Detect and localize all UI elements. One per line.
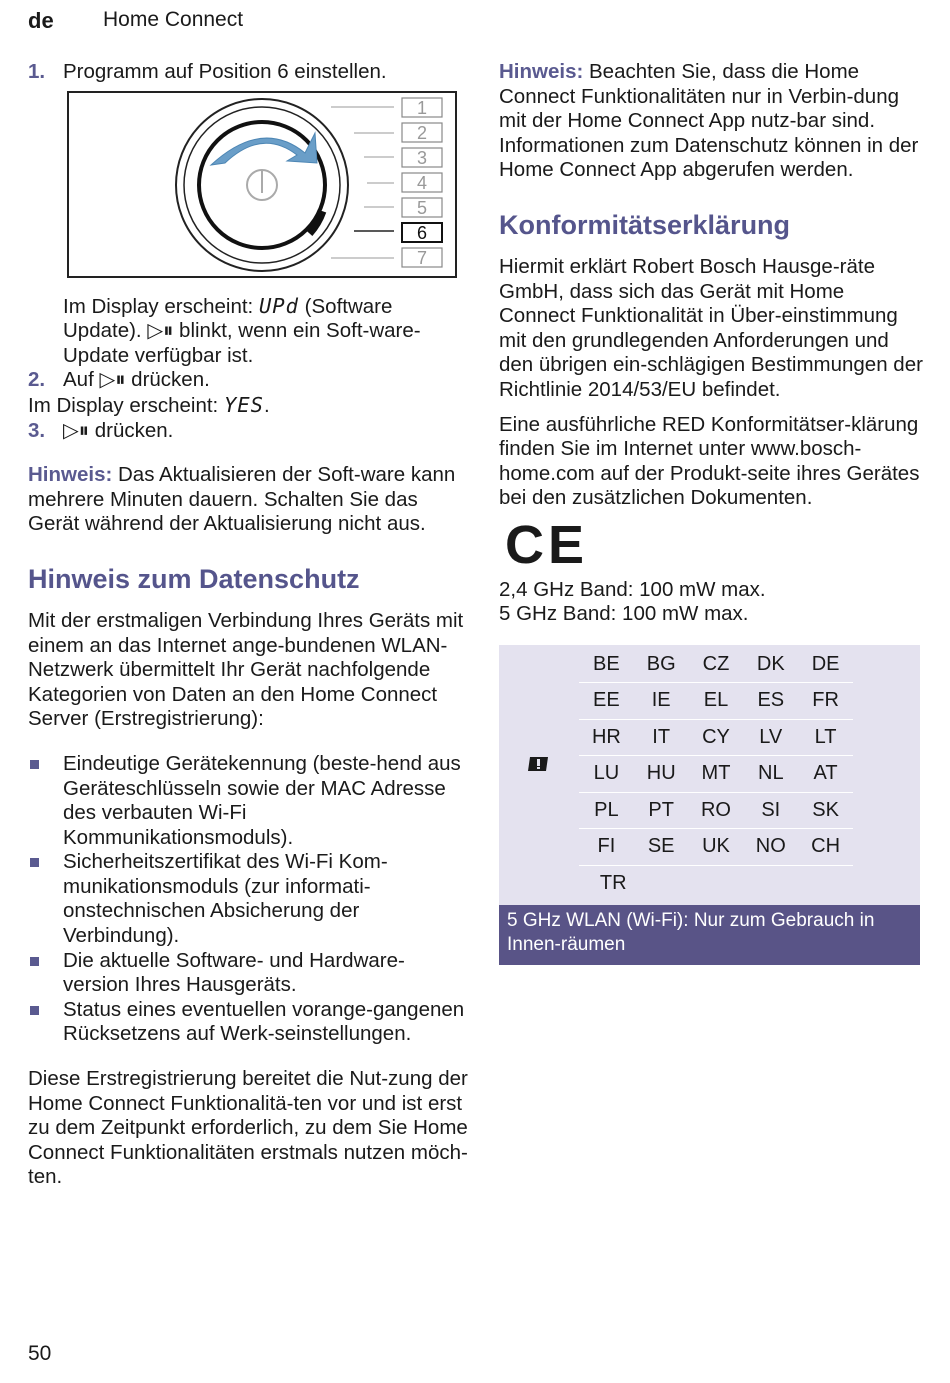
- country-code: CZ: [702, 652, 730, 675]
- country-code: DK: [756, 652, 785, 675]
- country-code: PL: [594, 798, 619, 821]
- list-item: Eindeutige Gerätekennung (beste-hend aus Geräteschlüsseln sowie der MAC Adresse des verbauten Wi-Fi Kommunikationsmoduls).: [28, 752, 468, 850]
- dial-position-7: 7: [416, 247, 428, 268]
- privacy-heading: Hinweis zum Datenschutz: [28, 563, 360, 594]
- header-language: de: [28, 8, 54, 33]
- country-table: [499, 645, 920, 966]
- header-title: Home Connect: [103, 8, 244, 31]
- left-column: [28, 60, 468, 1190]
- country-code: BE: [593, 652, 620, 675]
- country-code: FI: [597, 835, 616, 858]
- conformity-heading: Konformitätserklärung: [499, 209, 791, 240]
- right-column: [499, 60, 924, 965]
- band-2-4ghz: 2,4 GHz Band: 100 mW max.: [499, 577, 766, 601]
- country-code: NO: [755, 835, 786, 858]
- country-code: LV: [759, 725, 783, 748]
- dial-position-1: 1: [416, 97, 428, 118]
- country-code: TR: [599, 871, 627, 894]
- country-code: LU: [593, 762, 620, 785]
- table-row: [579, 866, 853, 902]
- dial-position-6: 6: [416, 222, 428, 243]
- dial-position-3: 3: [416, 147, 428, 168]
- list-item: Sicherheitszertifikat des Wi-Fi Kom-munikationsmoduls (zur informati-onstechnischen Absicherung der Verbindung).: [28, 850, 468, 948]
- country-code: PT: [648, 798, 674, 821]
- note-label: Hinweis:: [499, 60, 584, 83]
- band-5ghz: 5 GHz Band: 100 mW max.: [499, 602, 749, 626]
- list-item: Die aktuelle Software- und Hardware-version Ihres Hausgeräts.: [28, 949, 468, 998]
- table-row: [579, 829, 853, 866]
- step-3-number: 3.: [28, 418, 46, 442]
- country-code: SK: [812, 798, 839, 821]
- country-code: DE: [811, 652, 840, 675]
- country-code: SE: [647, 835, 675, 858]
- wifi-router-icon: [527, 753, 551, 775]
- country-code: FR: [812, 689, 839, 712]
- country-code: AT: [813, 762, 838, 785]
- country-code: EL: [703, 689, 729, 712]
- dial-position-2: 2: [416, 122, 428, 143]
- display-code-upd: UPd: [258, 293, 299, 318]
- table-row: [579, 793, 853, 830]
- table-row: [579, 647, 853, 684]
- display-update-text: Im Display erscheint: UPd (Software Update). ▷⏸ blinkt, wenn ein Soft-ware-Update verfügbar ist.: [63, 293, 421, 367]
- dial-position-4: 4: [416, 172, 428, 193]
- country-code: EE: [593, 689, 620, 712]
- update-note: Hinweis: Das Aktualisieren der Soft-ware kann mehrere Minuten dauern. Schalten Sie das Gerät während der Aktualisierung nicht aus.: [28, 463, 456, 536]
- country-code: IE: [651, 689, 671, 712]
- display-yes-text: Im Display erscheint: YES.: [28, 392, 270, 417]
- country-code: CH: [811, 835, 841, 858]
- step-3: 3. ▷⏸ drücken.: [28, 418, 174, 442]
- table-row: [579, 720, 853, 757]
- note-label: Hinweis:: [28, 463, 113, 487]
- start-pause-icon: ▷⏸: [147, 319, 174, 343]
- ce-mark: CE: [505, 514, 589, 575]
- country-grid: [499, 645, 920, 906]
- country-code: UK: [702, 835, 730, 858]
- privacy-intro: Mit der erstmaligen Verbindung Ihres Geräts mit einem an das Internet ange-bundenen WLAN-Netzwerk übermittelt Ihr Gerät nachfolgende Kategorien von Daten an den Home Connect Server (Erstregistrierung):: [28, 608, 464, 731]
- step-2: 2. Auf ▷⏸ drücken.: [28, 368, 210, 392]
- indoor-use-notice: 5 GHz WLAN (Wi-Fi): Nur zum Gebrauch in Innen-räumen: [499, 905, 920, 965]
- dial-graphic: [69, 93, 455, 276]
- table-row: [579, 683, 853, 720]
- display-code-yes: YES: [223, 392, 264, 417]
- country-code: RO: [700, 798, 731, 821]
- country-code: MT: [701, 762, 731, 785]
- start-pause-icon: ▷⏸: [63, 418, 90, 442]
- country-code: BG: [646, 652, 676, 675]
- list-item: Status eines eventuellen vorange-gangenen Rücksetzens auf Werk-seinstellungen.: [28, 998, 468, 1047]
- step-1-text: Programm auf Position 6 einstellen.: [63, 60, 387, 83]
- conformity-para-1: Hiermit erklärt Robert Bosch Hausge-räte GmbH, dass sich das Gerät mit Home Connect Funktionalität in Über-einstimmung mit den grundlegenden Anforderungen und den übrigen ein-schlägigen Bestimmungen der Richtlinie 2014/53/EU befindet.: [499, 254, 923, 401]
- country-code: IT: [652, 725, 671, 748]
- dial-position-5: 5: [416, 197, 428, 218]
- country-code: LT: [814, 725, 837, 748]
- step-1-number: 1.: [28, 60, 46, 83]
- country-code: SI: [761, 798, 781, 821]
- country-code: CY: [702, 725, 730, 748]
- country-code: HR: [591, 725, 621, 748]
- country-code: ES: [757, 689, 785, 712]
- step-2-number: 2.: [28, 368, 46, 392]
- page-number: 50: [28, 1342, 52, 1365]
- country-code: HU: [646, 762, 676, 785]
- app-note: Hinweis: Beachten Sie, dass die Home Connect Funktionalitäten nur in Verbin-dung mit der Home Connect App nutz-bar sind. Informationen zum Datenschutz können in der Home Connect App abgerufen werden.: [499, 60, 919, 182]
- conformity-para-2: Eine ausführliche RED Konformitätser-klärung finden Sie im Internet unter www.bosch-home.com auf der Produkt-seite ihres Gerätes bei den zusätzlichen Dokumenten.: [499, 412, 920, 510]
- privacy-bullet-list: [28, 752, 468, 1047]
- start-pause-icon: ▷⏸: [99, 368, 126, 392]
- program-dial-illustration: [67, 91, 457, 278]
- table-row: [579, 756, 853, 793]
- privacy-outro: Diese Erstregistrierung bereitet die Nut-zung der Home Connect Funktionalitä-ten vor und ist erst zu dem Zeitpunkt erforderlich, zu dem Sie Home Connect Funktionalitäten erstmals nutzen möch-ten.: [28, 1067, 468, 1189]
- step-1: [28, 60, 468, 85]
- country-code: NL: [758, 762, 784, 785]
